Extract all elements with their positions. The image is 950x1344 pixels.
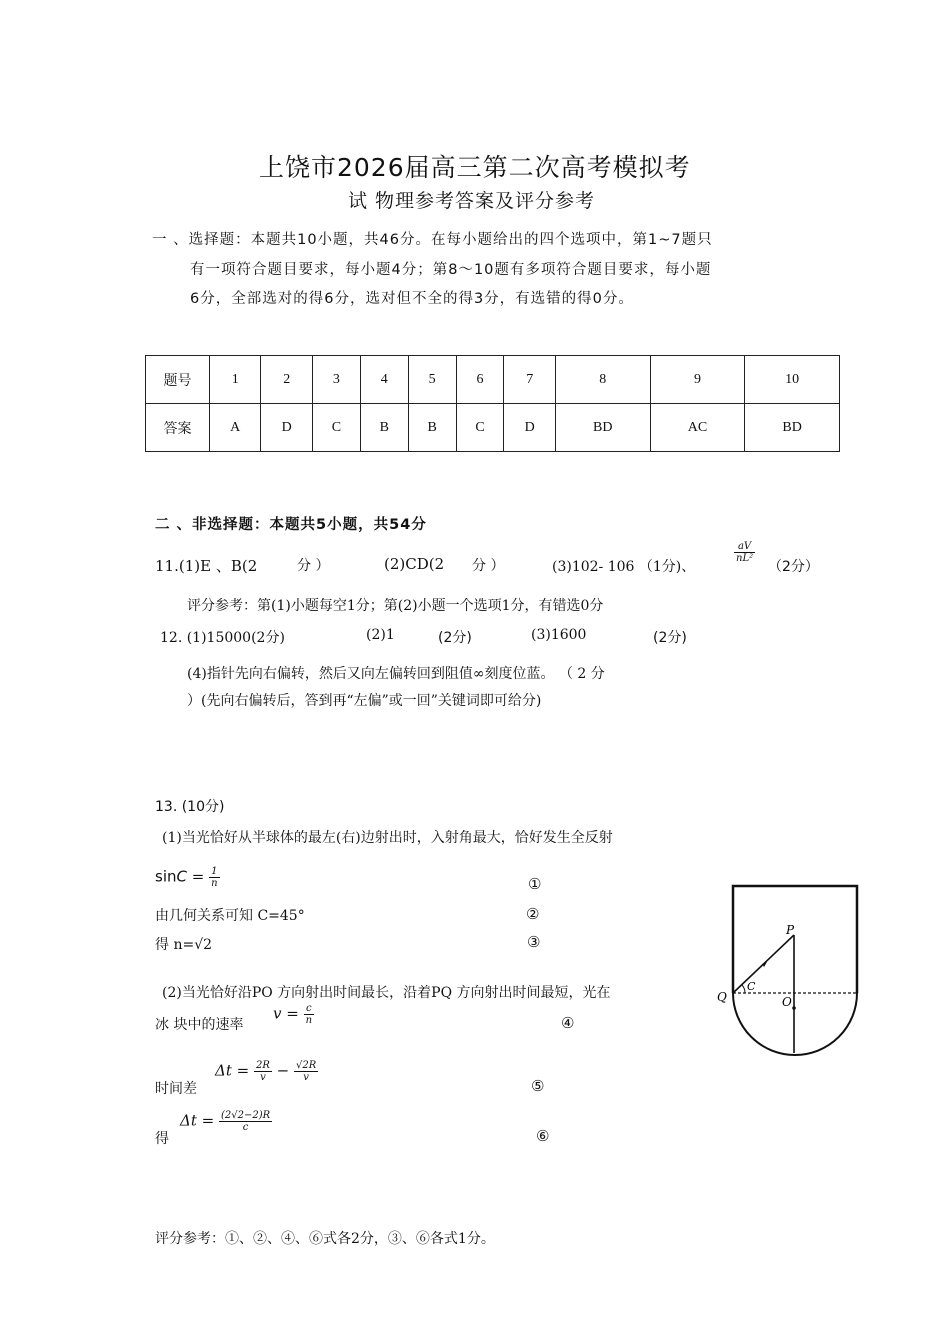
table-cell: 9 [650, 356, 745, 404]
table-cell: 10 [745, 356, 840, 404]
ray-arrow [792, 1006, 796, 1010]
table-cell: 2 [261, 356, 312, 404]
label-o: O [782, 995, 792, 1009]
marker-5: ⑤ [531, 1077, 545, 1095]
fraction-denominator: c [242, 1122, 249, 1133]
page-title: 上饶市2026届高三第二次高考模拟考 [259, 153, 691, 182]
q11-part1: 11.(1)E 、B(2 [155, 557, 258, 575]
fraction-numerator: c [304, 1003, 314, 1015]
q12-part1: 12. (1)15000(2分) [160, 630, 285, 646]
fraction-denominator: v [303, 1072, 309, 1083]
fraction-denominator: v [260, 1072, 266, 1083]
table-cell: 6 [456, 356, 504, 404]
table-cell: 7 [504, 356, 555, 404]
q12-part2: (2)1 [366, 627, 395, 643]
label-p: P [786, 923, 795, 937]
table-cell: BD [555, 404, 650, 452]
section1-line1: 一 、选择题：本题共10小题，共46分。在每小题给出的四个选项中，第1~7题只 [152, 232, 713, 248]
q13-line6: 得 [155, 1131, 169, 1147]
q13-part2-line2: 冰 块中的速率 [155, 1017, 244, 1033]
eq5-minus: − [271, 1061, 294, 1080]
q13-part1-text: (1)当光恰好从半球体的最左(右)边射出时，入射角最大，恰好发生全反射 [162, 830, 613, 846]
table-cell: B [360, 404, 408, 452]
q11-fraction [734, 541, 755, 564]
table-cell: D [261, 404, 312, 452]
table-cell: AC [650, 404, 745, 452]
q12-part4-line2: ）(先向右偏转后，答到再“左偏”或一回”关键词即可给分) [187, 693, 542, 709]
table-cell: B [408, 404, 456, 452]
eq1-func: sin [155, 867, 177, 886]
eq6-lhs: Δt [180, 1111, 197, 1130]
section1-line3: 6分，全部选对的得6分，选对但不全的得3分，有选错的得0分。 [190, 291, 634, 307]
fraction-numerator: aV [734, 541, 755, 553]
table-cell: 4 [360, 356, 408, 404]
hemisphere-outline [733, 993, 857, 1055]
q11-part3: (3)102- 106 （1分)、 [552, 559, 696, 575]
table-header-label: 答案 [146, 404, 210, 452]
angle-arc [742, 985, 745, 993]
fraction-numerator: (2√2−2)R [220, 1110, 271, 1121]
marker-6: ⑥ [536, 1127, 550, 1145]
fraction-numerator: 2R [255, 1060, 270, 1071]
q11-grading: 评分参考：第(1)小题每空1分；第(2)小题一个选项1分，有错选0分 [187, 598, 604, 614]
label-c: C [747, 980, 756, 993]
eq5 [215, 1060, 318, 1083]
table-cell: 3 [312, 356, 360, 404]
table-cell: BD [745, 404, 840, 452]
table-cell: 8 [555, 356, 650, 404]
marker-1: ① [528, 875, 542, 893]
q11-part2: (2)CD(2 [384, 555, 445, 573]
q13-heading: 13. (10分) [155, 799, 225, 815]
q12-part4-line1: (4)指针先向右偏转，然后又向左偏转回到阻值∞刻度位蓝。 （ 2 分 [187, 666, 605, 682]
eq6 [180, 1110, 272, 1133]
eq4-equals: = [281, 1004, 304, 1023]
eq1-var: C [176, 867, 187, 886]
eq5-lhs: Δt [215, 1061, 232, 1080]
section2-heading: 二 、非选择题：本题共5小题，共54分 [155, 517, 427, 533]
fraction-numerator: √2R [296, 1060, 317, 1071]
eq4 [273, 1003, 314, 1026]
table-cell: A [210, 404, 261, 452]
q12-part3-score: (2分) [653, 630, 687, 646]
q13-grading: 评分参考：①、②、④、⑥式各2分，③、⑥各式1分。 [155, 1231, 495, 1247]
ice-block-outline [733, 886, 857, 993]
q13-line2: 由几何关系可知 C=45° [155, 908, 305, 924]
label-q: Q [717, 990, 727, 1004]
optics-diagram [712, 880, 862, 1060]
q12-part2-score: (2分) [438, 630, 472, 646]
fraction-denominator: nL² [736, 553, 754, 564]
eq1 [155, 866, 220, 889]
table-row-answers [146, 404, 840, 452]
marker-3: ③ [527, 933, 541, 951]
fraction-denominator: n [305, 1015, 313, 1026]
eq4-var: v [273, 1004, 282, 1023]
table-cell: D [504, 404, 555, 452]
table-cell: 5 [408, 356, 456, 404]
eq6-equals: = [196, 1111, 219, 1130]
fraction-denominator: n [211, 878, 218, 889]
fraction-numerator: 1 [209, 866, 219, 878]
answer-table [145, 355, 840, 452]
table-cell: 1 [210, 356, 261, 404]
table-header-label: 题号 [146, 356, 210, 404]
q13-line3: 得 n=√2 [155, 937, 213, 953]
q11-part3-score: （2分） [768, 559, 819, 575]
page-subtitle: 试 物理参考答案及评分参考 [348, 190, 596, 212]
section1-line2: 有一项符合题目要求，每小题4分；第8～10题有多项符合题目要求，每小题 [190, 262, 712, 278]
q12-part3: (3)1600 [531, 627, 587, 643]
table-cell: C [456, 404, 504, 452]
q13-line5: 时间差 [155, 1081, 197, 1097]
marker-2: ② [526, 905, 540, 923]
marker-4: ④ [561, 1014, 575, 1032]
q13-part2-line1: (2)当光恰好沿PO 方向射出时间最长，沿着PQ 方向射出时间最短，光在 [162, 985, 611, 1001]
table-row-numbers [146, 356, 840, 404]
eq5-equals: = [231, 1061, 254, 1080]
q11-part2-unit: 分 ） [472, 558, 505, 574]
table-cell: C [312, 404, 360, 452]
q11-part1-unit: 分 ） [297, 558, 330, 574]
eq1-equals: = [186, 867, 210, 886]
